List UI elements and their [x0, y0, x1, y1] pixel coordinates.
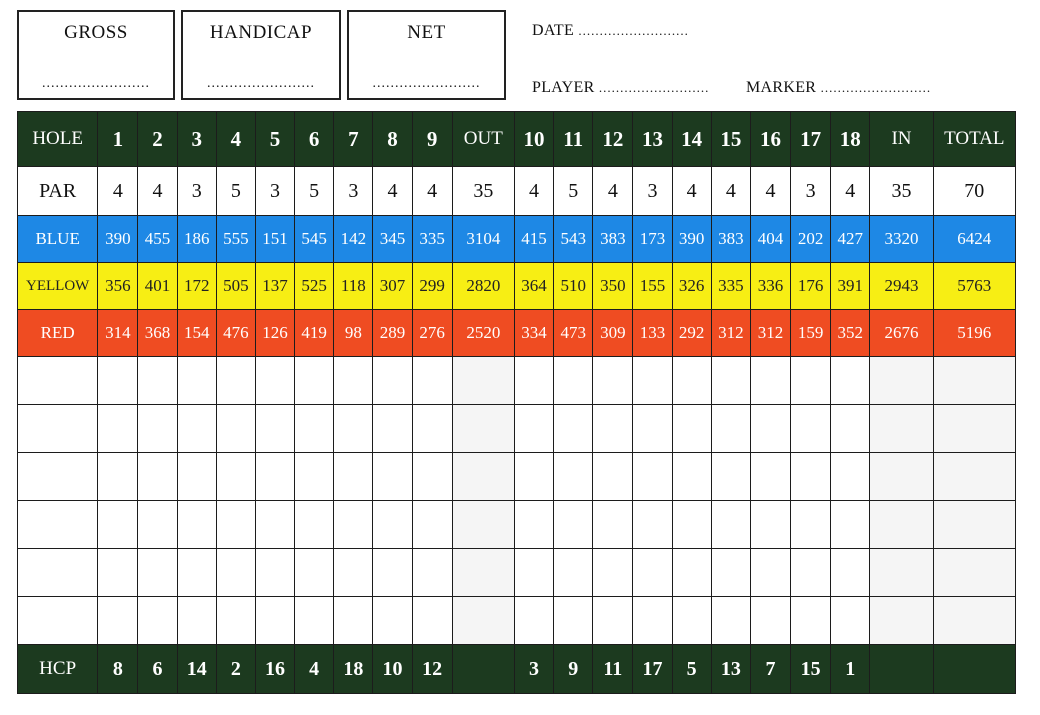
date-label: DATE	[532, 22, 575, 39]
score-cell[interactable]	[373, 405, 412, 453]
hole-cell: 289	[373, 310, 412, 357]
hole-cell: 8	[373, 112, 412, 167]
score-cell[interactable]	[831, 405, 870, 453]
row-label: PAR	[18, 167, 98, 216]
out-score-cell[interactable]	[452, 501, 514, 549]
hole-cell: 1	[98, 112, 138, 167]
score-cell[interactable]	[672, 597, 711, 645]
score-cell[interactable]	[593, 405, 633, 453]
hole-cell: 415	[514, 216, 553, 263]
score-cell[interactable]	[750, 405, 790, 453]
score-cell[interactable]	[412, 453, 452, 501]
hole-cell: 5	[255, 112, 294, 167]
score-cell[interactable]	[177, 501, 216, 549]
hole-cell: 3	[791, 167, 831, 216]
in-cell: 3320	[870, 216, 933, 263]
row-label: BLUE	[18, 216, 98, 263]
score-cell[interactable]	[831, 357, 870, 405]
score-cell[interactable]	[750, 549, 790, 597]
score-row	[18, 501, 1016, 549]
score-cell[interactable]	[177, 453, 216, 501]
score-cell[interactable]	[373, 453, 412, 501]
score-cell[interactable]	[334, 501, 373, 549]
score-cell[interactable]	[334, 597, 373, 645]
out-score-cell[interactable]	[452, 405, 514, 453]
score-cell[interactable]	[711, 501, 750, 549]
hole-cell: 4	[514, 167, 553, 216]
hole-cell: 391	[831, 263, 870, 310]
hole-cell: 3	[514, 645, 553, 694]
out-cell: 2820	[452, 263, 514, 310]
score-cell[interactable]	[255, 357, 294, 405]
hole-cell: 3	[255, 167, 294, 216]
score-cell[interactable]	[672, 549, 711, 597]
total-score-cell[interactable]	[933, 597, 1015, 645]
score-cell[interactable]	[711, 405, 750, 453]
score-cell[interactable]	[791, 453, 831, 501]
hole-cell: 427	[831, 216, 870, 263]
score-cell[interactable]	[412, 597, 452, 645]
out-score-cell[interactable]	[452, 597, 514, 645]
out-score-cell[interactable]	[452, 549, 514, 597]
total-cell: TOTAL	[933, 112, 1015, 167]
score-cell[interactable]	[554, 453, 593, 501]
hole-cell: 126	[255, 310, 294, 357]
score-cell[interactable]	[138, 357, 177, 405]
hole-cell: 4	[373, 167, 412, 216]
score-cell[interactable]	[216, 501, 255, 549]
marker-dots: ..........................	[820, 80, 932, 95]
hole-cell: 12	[593, 112, 633, 167]
hole-cell: 309	[593, 310, 633, 357]
score-cell[interactable]	[138, 597, 177, 645]
score-cell[interactable]	[750, 597, 790, 645]
score-cell[interactable]	[177, 549, 216, 597]
hole-cell: 118	[334, 263, 373, 310]
hole-cell: 292	[672, 310, 711, 357]
score-cell[interactable]	[514, 357, 553, 405]
score-cell[interactable]	[514, 405, 553, 453]
score-cell[interactable]	[514, 453, 553, 501]
player-field[interactable]	[532, 79, 709, 97]
total-score-cell[interactable]	[933, 453, 1015, 501]
yellow-tee-row	[18, 263, 1016, 310]
hole-cell: 401	[138, 263, 177, 310]
hole-cell: 299	[412, 263, 452, 310]
hole-cell: 98	[334, 310, 373, 357]
score-cell[interactable]	[750, 357, 790, 405]
score-row	[18, 597, 1016, 645]
hole-cell: 345	[373, 216, 412, 263]
out-cell: OUT	[452, 112, 514, 167]
total-cell: 70	[933, 167, 1015, 216]
hole-cell: 4	[138, 167, 177, 216]
hole-cell: 17	[791, 112, 831, 167]
marker-field[interactable]	[746, 79, 931, 97]
score-cell[interactable]	[334, 549, 373, 597]
score-cell[interactable]	[216, 405, 255, 453]
par-row	[18, 167, 1016, 216]
hole-cell: 7	[750, 645, 790, 694]
score-cell[interactable]	[554, 549, 593, 597]
score-cell[interactable]	[373, 597, 412, 645]
hole-cell: 7	[334, 112, 373, 167]
hole-cell: 15	[791, 645, 831, 694]
hole-cell: 202	[791, 216, 831, 263]
hole-cell: 4	[98, 167, 138, 216]
net-dots: ........................	[372, 76, 481, 91]
hole-cell: 5	[295, 167, 334, 216]
score-cell[interactable]	[255, 597, 294, 645]
score-cell[interactable]	[791, 357, 831, 405]
score-cell[interactable]	[373, 549, 412, 597]
gross-label: GROSS	[64, 22, 128, 43]
score-cell[interactable]	[633, 549, 672, 597]
hole-cell: 12	[412, 645, 452, 694]
score-cell[interactable]	[831, 549, 870, 597]
score-cell[interactable]	[711, 597, 750, 645]
hole-cell: 151	[255, 216, 294, 263]
hole-cell: 16	[255, 645, 294, 694]
score-cell[interactable]	[295, 549, 334, 597]
in-score-cell[interactable]	[870, 453, 933, 501]
score-cell[interactable]	[514, 549, 553, 597]
hole-cell: 307	[373, 263, 412, 310]
total-cell: 6424	[933, 216, 1015, 263]
score-cell[interactable]	[412, 501, 452, 549]
hole-cell: 314	[98, 310, 138, 357]
hole-cell: 4	[672, 167, 711, 216]
out-cell	[452, 645, 514, 694]
hole-cell: 364	[514, 263, 553, 310]
hole-cell: 10	[373, 645, 412, 694]
player-dots: ..........................	[598, 80, 710, 95]
hole-cell: 3	[177, 167, 216, 216]
score-cell[interactable]	[791, 549, 831, 597]
hole-cell: 4	[711, 167, 750, 216]
hole-cell: 5	[554, 167, 593, 216]
score-cell[interactable]	[177, 597, 216, 645]
score-cell[interactable]	[633, 405, 672, 453]
hcp-row	[18, 645, 1016, 694]
total-score-cell[interactable]	[933, 549, 1015, 597]
hole-cell: 5	[672, 645, 711, 694]
score-cell[interactable]	[831, 501, 870, 549]
score-cell[interactable]	[514, 597, 553, 645]
score-cell[interactable]	[633, 357, 672, 405]
hole-cell: 350	[593, 263, 633, 310]
hole-cell: 4	[295, 645, 334, 694]
hole-cell: 390	[672, 216, 711, 263]
score-cell[interactable]	[295, 597, 334, 645]
score-cell[interactable]	[791, 597, 831, 645]
in-cell: 35	[870, 167, 933, 216]
score-cell[interactable]	[216, 453, 255, 501]
hole-cell: 18	[334, 645, 373, 694]
player-name-cell[interactable]	[18, 405, 98, 453]
hole-cell: 543	[554, 216, 593, 263]
hole-cell: 473	[554, 310, 593, 357]
score-cell[interactable]	[831, 597, 870, 645]
score-cell[interactable]	[138, 453, 177, 501]
handicap-label: HANDICAP	[209, 22, 313, 43]
player-name-cell[interactable]	[18, 501, 98, 549]
hole-cell: 16	[750, 112, 790, 167]
hole-cell: 18	[831, 112, 870, 167]
in-score-cell[interactable]	[870, 501, 933, 549]
score-cell[interactable]	[98, 549, 138, 597]
hole-cell: 334	[514, 310, 553, 357]
hole-cell: 383	[711, 216, 750, 263]
in-score-cell[interactable]	[870, 405, 933, 453]
score-cell[interactable]	[593, 453, 633, 501]
marker-label: MARKER	[746, 79, 817, 96]
hole-cell: 14	[177, 645, 216, 694]
score-row	[18, 357, 1016, 405]
total-score-cell[interactable]	[933, 501, 1015, 549]
hole-cell: 383	[593, 216, 633, 263]
hole-cell: 326	[672, 263, 711, 310]
hole-cell: 15	[711, 112, 750, 167]
score-cell[interactable]	[138, 501, 177, 549]
out-cell: 2520	[452, 310, 514, 357]
score-cell[interactable]	[750, 453, 790, 501]
in-score-cell[interactable]	[870, 597, 933, 645]
hole-cell: 510	[554, 263, 593, 310]
hole-cell: 4	[831, 167, 870, 216]
score-cell[interactable]	[373, 357, 412, 405]
score-cell[interactable]	[177, 357, 216, 405]
hole-cell: 10	[514, 112, 553, 167]
hole-cell: 2	[216, 645, 255, 694]
score-cell[interactable]	[633, 453, 672, 501]
total-cell: 5763	[933, 263, 1015, 310]
score-cell[interactable]	[98, 357, 138, 405]
hole-cell: 133	[633, 310, 672, 357]
hole-cell: 336	[750, 263, 790, 310]
score-cell[interactable]	[672, 501, 711, 549]
in-cell: IN	[870, 112, 933, 167]
out-cell: 3104	[452, 216, 514, 263]
hole-cell: 2	[138, 112, 177, 167]
score-cell[interactable]	[138, 405, 177, 453]
hole-cell: 545	[295, 216, 334, 263]
score-cell[interactable]	[334, 405, 373, 453]
score-cell[interactable]	[593, 357, 633, 405]
score-cell[interactable]	[255, 501, 294, 549]
score-cell[interactable]	[593, 549, 633, 597]
score-cell[interactable]	[295, 453, 334, 501]
score-cell[interactable]	[177, 405, 216, 453]
date-field[interactable]	[532, 22, 689, 40]
hole-cell: 172	[177, 263, 216, 310]
score-cell[interactable]	[750, 501, 790, 549]
scorecard-body	[18, 112, 1016, 694]
score-cell[interactable]	[255, 549, 294, 597]
hole-cell: 159	[791, 310, 831, 357]
hole-cell: 555	[216, 216, 255, 263]
net-box[interactable]	[347, 10, 506, 100]
in-score-cell[interactable]	[870, 549, 933, 597]
handicap-box[interactable]	[181, 10, 341, 100]
player-label: PLAYER	[532, 79, 595, 96]
player-name-cell[interactable]	[18, 549, 98, 597]
in-score-cell[interactable]	[870, 357, 933, 405]
blue-tee-row	[18, 216, 1016, 263]
total-cell: 5196	[933, 310, 1015, 357]
hole-cell: 335	[711, 263, 750, 310]
gross-dots: ........................	[42, 76, 150, 91]
hole-cell: 419	[295, 310, 334, 357]
handicap-dots: ........................	[207, 76, 315, 91]
player-name-cell[interactable]	[18, 357, 98, 405]
hole-cell: 276	[412, 310, 452, 357]
hole-cell: 6	[295, 112, 334, 167]
score-cell[interactable]	[334, 357, 373, 405]
score-cell[interactable]	[412, 405, 452, 453]
out-score-cell[interactable]	[452, 357, 514, 405]
row-label: HOLE	[18, 112, 98, 167]
in-cell: 2943	[870, 263, 933, 310]
score-cell[interactable]	[711, 357, 750, 405]
hole-cell: 9	[412, 112, 452, 167]
hole-cell: 4	[412, 167, 452, 216]
score-cell[interactable]	[373, 501, 412, 549]
hole-cell: 352	[831, 310, 870, 357]
score-cell[interactable]	[633, 501, 672, 549]
hole-cell: 312	[750, 310, 790, 357]
hole-cell: 9	[554, 645, 593, 694]
hole-cell: 404	[750, 216, 790, 263]
player-name-cell[interactable]	[18, 597, 98, 645]
score-row	[18, 453, 1016, 501]
hole-cell: 476	[216, 310, 255, 357]
hole-cell: 11	[554, 112, 593, 167]
hole-cell: 155	[633, 263, 672, 310]
score-cell[interactable]	[672, 405, 711, 453]
hole-cell: 6	[138, 645, 177, 694]
total-score-cell[interactable]	[933, 357, 1015, 405]
hole-cell: 176	[791, 263, 831, 310]
hole-cell: 17	[633, 645, 672, 694]
hole-cell: 312	[711, 310, 750, 357]
hole-cell: 525	[295, 263, 334, 310]
hole-cell: 3	[177, 112, 216, 167]
score-cell[interactable]	[554, 501, 593, 549]
hole-cell: 137	[255, 263, 294, 310]
score-row	[18, 405, 1016, 453]
hole-cell: 335	[412, 216, 452, 263]
score-cell[interactable]	[711, 453, 750, 501]
score-cell[interactable]	[672, 357, 711, 405]
scorecard-table	[17, 111, 1016, 694]
score-cell[interactable]	[412, 549, 452, 597]
score-cell[interactable]	[98, 597, 138, 645]
player-name-cell[interactable]	[18, 453, 98, 501]
red-tee-row	[18, 310, 1016, 357]
hole-cell: 173	[633, 216, 672, 263]
score-cell[interactable]	[255, 405, 294, 453]
score-row	[18, 549, 1016, 597]
hole-cell: 154	[177, 310, 216, 357]
score-cell[interactable]	[593, 501, 633, 549]
score-cell[interactable]	[831, 453, 870, 501]
total-cell	[933, 645, 1015, 694]
score-cell[interactable]	[98, 501, 138, 549]
out-cell: 35	[452, 167, 514, 216]
score-cell[interactable]	[255, 453, 294, 501]
out-score-cell[interactable]	[452, 453, 514, 501]
score-cell[interactable]	[334, 453, 373, 501]
hole-cell: 186	[177, 216, 216, 263]
score-cell[interactable]	[791, 501, 831, 549]
total-score-cell[interactable]	[933, 405, 1015, 453]
row-label: RED	[18, 310, 98, 357]
hole-cell: 1	[831, 645, 870, 694]
in-cell	[870, 645, 933, 694]
row-label: HCP	[18, 645, 98, 694]
hole-cell: 142	[334, 216, 373, 263]
hole-cell: 4	[593, 167, 633, 216]
hole-cell: 4	[216, 112, 255, 167]
score-cell[interactable]	[711, 549, 750, 597]
hole-cell: 505	[216, 263, 255, 310]
score-cell[interactable]	[295, 405, 334, 453]
score-cell[interactable]	[295, 501, 334, 549]
score-cell[interactable]	[138, 549, 177, 597]
gross-box[interactable]	[17, 10, 175, 100]
hole-cell: 390	[98, 216, 138, 263]
hole-cell: 5	[216, 167, 255, 216]
hole-cell: 368	[138, 310, 177, 357]
score-cell[interactable]	[554, 357, 593, 405]
score-cell[interactable]	[633, 597, 672, 645]
hole-cell: 13	[633, 112, 672, 167]
score-cell[interactable]	[216, 357, 255, 405]
hole-cell: 3	[334, 167, 373, 216]
hole-cell: 455	[138, 216, 177, 263]
date-dots: ..........................	[578, 23, 689, 38]
score-cell[interactable]	[593, 597, 633, 645]
hole-cell: 356	[98, 263, 138, 310]
score-cell[interactable]	[98, 405, 138, 453]
score-cell[interactable]	[554, 405, 593, 453]
score-cell[interactable]	[412, 357, 452, 405]
score-cell[interactable]	[216, 549, 255, 597]
hole-cell: 4	[750, 167, 790, 216]
score-cell[interactable]	[554, 597, 593, 645]
hole-cell: 14	[672, 112, 711, 167]
in-cell: 2676	[870, 310, 933, 357]
score-cell[interactable]	[295, 357, 334, 405]
score-cell[interactable]	[791, 405, 831, 453]
score-cell[interactable]	[216, 597, 255, 645]
hole-row	[18, 112, 1016, 167]
hole-cell: 3	[633, 167, 672, 216]
hole-cell: 8	[98, 645, 138, 694]
hole-cell: 13	[711, 645, 750, 694]
net-label: NET	[407, 22, 446, 43]
score-cell[interactable]	[672, 453, 711, 501]
score-cell[interactable]	[98, 453, 138, 501]
score-cell[interactable]	[514, 501, 553, 549]
hole-cell: 11	[593, 645, 633, 694]
row-label: YELLOW	[18, 263, 98, 310]
